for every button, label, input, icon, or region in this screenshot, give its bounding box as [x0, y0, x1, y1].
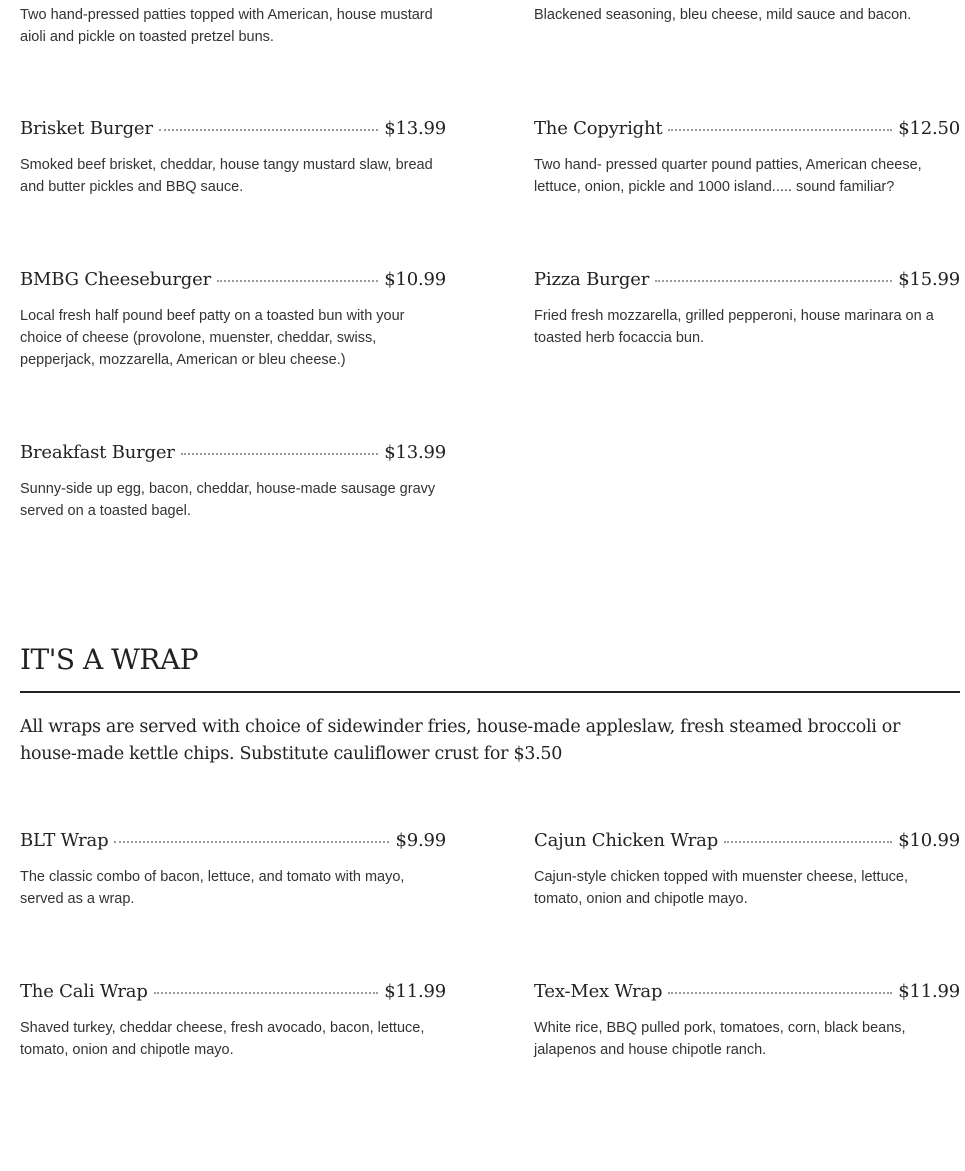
menu-item-pizza-burger: [534, 269, 960, 349]
item-price: $11.99: [384, 981, 446, 1002]
dot-leader: [217, 280, 378, 282]
menu-item-brisket-burger: [20, 118, 446, 198]
dot-leader: [668, 992, 892, 994]
item-name: Pizza Burger: [534, 269, 650, 290]
item-name: BMBG Cheeseburger: [20, 269, 211, 290]
item-description: Fried fresh mozzarella, grilled pepperoni, house marinara on a toasted herb focaccia bun.: [534, 308, 934, 346]
item-header: [20, 442, 446, 464]
item-price: $10.99: [384, 269, 446, 290]
item-price: $12.50: [898, 118, 960, 139]
section-divider: [20, 691, 960, 693]
dot-leader: [154, 992, 379, 994]
item-price: $10.99: [898, 830, 960, 851]
item-description: The classic combo of bacon, lettuce, and tomato with mayo, served as a wrap.: [20, 869, 405, 907]
item-description: Blackened seasoning, bleu cheese, mild sauce and bacon.: [534, 7, 912, 23]
menu-item-the-copyright: [534, 118, 960, 198]
section-note: All wraps are served with choice of sidewinder fries, house-made appleslaw, fresh steamed broccoli or house-made kettle chips. Substitute cauliflower crust for $3.50: [20, 717, 901, 764]
menu-item-blt-wrap: [20, 830, 446, 910]
item-description: Local fresh half pound beef patty on a toasted bun with your choice of cheese (provolone, muenster, cheddar, swiss, pepperjack, mozzarella, American or bleu cheese.): [20, 308, 405, 368]
item-name: Tex-Mex Wrap: [534, 981, 663, 1002]
menu-item-partial-left: [20, 4, 446, 48]
item-price: $11.99: [898, 981, 960, 1002]
item-description: Shaved turkey, cheddar cheese, fresh avocado, bacon, lettuce, tomato, onion and chipotle mayo.: [20, 1020, 425, 1058]
item-name: Brisket Burger: [20, 118, 153, 139]
item-name: Cajun Chicken Wrap: [534, 830, 719, 851]
item-name: Breakfast Burger: [20, 442, 175, 463]
item-description: White rice, BBQ pulled pork, tomatoes, corn, black beans, jalapenos and house chipotle ranch.: [534, 1020, 906, 1058]
item-description: Sunny-side up egg, bacon, cheddar, house-made sausage gravy served on a toasted bagel.: [20, 481, 436, 519]
menu-item-breakfast-burger: [20, 442, 446, 522]
menu-item-the-cali-wrap: [20, 981, 446, 1061]
item-description: Smoked beef brisket, cheddar, house tangy mustard slaw, bread and butter pickles and BBQ sauce.: [20, 157, 433, 195]
item-description: Two hand-pressed patties topped with American, house mustard aioli and pickle on toasted pretzel buns.: [20, 7, 433, 45]
dot-leader: [724, 841, 892, 843]
item-header: [534, 830, 960, 852]
item-header: [20, 269, 446, 291]
item-header: [534, 981, 960, 1003]
item-header: [20, 118, 446, 140]
item-price: $9.99: [395, 830, 446, 851]
item-name: The Copyright: [534, 118, 663, 139]
item-description: Two hand- pressed quarter pound patties, American cheese, lettuce, onion, pickle and 1000 island..... sound familiar?: [534, 157, 922, 195]
dot-leader: [114, 841, 389, 843]
item-price: $13.99: [384, 118, 446, 139]
item-header: [20, 830, 446, 852]
item-price: $13.99: [384, 442, 446, 463]
dot-leader: [181, 453, 378, 455]
item-header: [534, 269, 960, 291]
item-name: BLT Wrap: [20, 830, 109, 851]
menu-item-cajun-chicken-wrap: [534, 830, 960, 910]
item-header: [20, 981, 446, 1003]
item-header: [534, 118, 960, 140]
section-title: IT'S A WRAP: [20, 643, 199, 676]
dot-leader: [655, 280, 892, 282]
menu-item-tex-mex-wrap: [534, 981, 960, 1061]
item-price: $15.99: [898, 269, 960, 290]
dot-leader: [668, 129, 892, 131]
menu-item-partial-right: [534, 4, 960, 26]
menu-item-bmbg-cheeseburger: [20, 269, 446, 371]
item-name: The Cali Wrap: [20, 981, 148, 1002]
dot-leader: [159, 129, 378, 131]
item-description: Cajun-style chicken topped with muenster cheese, lettuce, tomato, onion and chipotle mayo.: [534, 869, 908, 907]
